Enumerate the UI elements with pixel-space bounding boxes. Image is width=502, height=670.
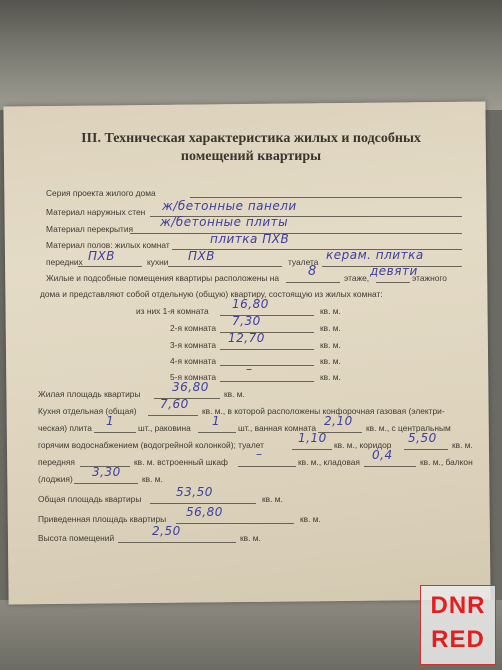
value-stove: 1 — [106, 414, 115, 428]
line-kitchen — [168, 266, 282, 267]
line-toilet-area — [292, 449, 332, 450]
line-pantry — [364, 466, 416, 467]
value-floors: ж/бетонные плиты — [160, 215, 289, 229]
value-kitchen: ПХВ — [188, 249, 215, 263]
value-height: 2,50 — [152, 524, 181, 538]
document-sheet — [3, 101, 490, 604]
label-storey-word: этажного — [412, 273, 447, 283]
label-walls: Материал наружных стен — [46, 207, 146, 217]
unit-living: кв. м. — [224, 389, 245, 399]
label-pantry: кв. м., кладовая — [298, 457, 360, 467]
line-floors — [130, 233, 462, 234]
label-kitchen-area: Кухня отдельная (общая) — [38, 406, 137, 416]
label-room5: 5-я комната — [170, 372, 216, 382]
label-wardrobe: кв. м. встроенный шкаф — [134, 457, 228, 467]
value-toilet: керам. плитка — [326, 248, 424, 262]
value-walls: ж/бетонные панели — [162, 199, 297, 213]
label-hall: передняя — [38, 457, 75, 467]
label-house-line: дома и представляют собой отдельную (общую) квартиру, состоящую из жилых комнат: — [40, 289, 383, 299]
watermark-line1: DNR — [430, 592, 486, 619]
unit-room2: кв. м. — [320, 323, 341, 333]
label-floor-word: этаже, — [344, 273, 370, 283]
section-heading: III. Техническая характеристика жилых и подсобных — [81, 131, 421, 146]
unit-height: кв. м. — [240, 533, 261, 543]
line-stove — [94, 432, 136, 433]
value-sink: 1 — [212, 414, 221, 428]
value-given: 56,80 — [186, 505, 223, 519]
label-room3: 3-я комната — [170, 340, 216, 350]
unit-given: кв. м. — [300, 514, 321, 524]
value-front: ПХВ — [88, 249, 115, 263]
label-balcony: кв. м., балкон — [420, 457, 473, 467]
label-corridor: кв. м., коридор — [334, 440, 392, 450]
value-bath: 2,10 — [324, 414, 353, 428]
label-series: Серия проекта жилого дома — [46, 188, 156, 198]
value-pantry: 0,4 — [372, 448, 393, 462]
line-room5 — [220, 381, 314, 382]
line-height — [118, 542, 236, 543]
value-floor: 8 — [308, 264, 317, 279]
unit-total: кв. м. — [262, 494, 283, 504]
line-series — [190, 197, 462, 198]
line-room3 — [220, 349, 314, 350]
label-kitchen-desc: кв. м., в которой расположены конфорочная газовая (электри- — [202, 406, 445, 416]
value-floor-material: плитка ПХВ — [210, 232, 290, 246]
label-toilet: туалета — [288, 257, 319, 267]
label-stove: ческая) плита — [38, 423, 92, 433]
value-total: 53,50 — [176, 485, 213, 499]
value-toilet-area: 1,10 — [298, 431, 327, 445]
value-storeys: девяти — [370, 264, 418, 278]
unit-room3: кв. м. — [320, 340, 341, 350]
line-given — [176, 523, 294, 524]
label-front: передних — [46, 257, 83, 267]
line-front — [78, 266, 142, 267]
unit-loggia: кв. м. — [142, 474, 163, 484]
label-room4: 4-я комната — [170, 356, 216, 366]
section-subheading: помещений квартиры — [180, 149, 322, 164]
label-hot-water: горячим водоснабжением (водогрейной колонкой); туалет — [38, 440, 264, 450]
line-storeys — [376, 282, 410, 283]
value-room2: 7,30 — [232, 314, 261, 328]
line-room4 — [220, 365, 314, 366]
line-wardrobe — [238, 466, 296, 467]
label-room1: из них 1-я комната — [136, 306, 209, 316]
label-height: Высота помещений — [38, 533, 115, 543]
value-room1: 16,80 — [232, 297, 269, 311]
value-loggia: 3,30 — [92, 465, 121, 479]
watermark-line2: RED — [431, 626, 485, 653]
label-total: Общая площадь квартиры — [38, 494, 142, 504]
unit-room1: кв. м. — [320, 306, 341, 316]
value-room5: – — [246, 362, 253, 376]
label-sink: шт., раковина — [138, 423, 191, 433]
value-living: 36,80 — [172, 380, 209, 394]
value-room3: 12,70 — [228, 331, 265, 345]
label-given: Приведенная площадь квартиры — [38, 514, 167, 524]
line-floor — [286, 282, 340, 283]
label-central: кв. м., с центральным — [366, 423, 451, 433]
label-loggia: (лоджия) — [38, 474, 73, 484]
label-room2: 2-я комната — [170, 323, 216, 333]
unit-room5: кв. м. — [320, 372, 341, 382]
value-corridor: 5,50 — [408, 431, 437, 445]
label-located: Жилые и подсобные помещения квартиры расположены на — [46, 273, 280, 283]
unit-room4: кв. м. — [320, 356, 341, 366]
label-kitchen: кухни — [147, 257, 169, 267]
value-kitchen-area: 7,60 — [160, 397, 189, 411]
label-living: Жилая площадь квартиры — [38, 389, 141, 399]
line-sink — [198, 432, 236, 433]
watermark-badge — [420, 585, 496, 665]
line-kitchen-area — [148, 415, 198, 416]
value-wardrobe: – — [256, 447, 263, 461]
label-floors: Материал перекрытия — [46, 224, 134, 234]
background-top — [0, 0, 502, 110]
label-floor-material: Материал полов: жилых комнат — [46, 240, 170, 250]
label-bath: шт., ванная комната — [238, 423, 317, 433]
line-corridor — [404, 449, 448, 450]
line-total — [150, 503, 256, 504]
unit-corridor: кв. м. — [452, 440, 473, 450]
line-loggia — [74, 483, 138, 484]
